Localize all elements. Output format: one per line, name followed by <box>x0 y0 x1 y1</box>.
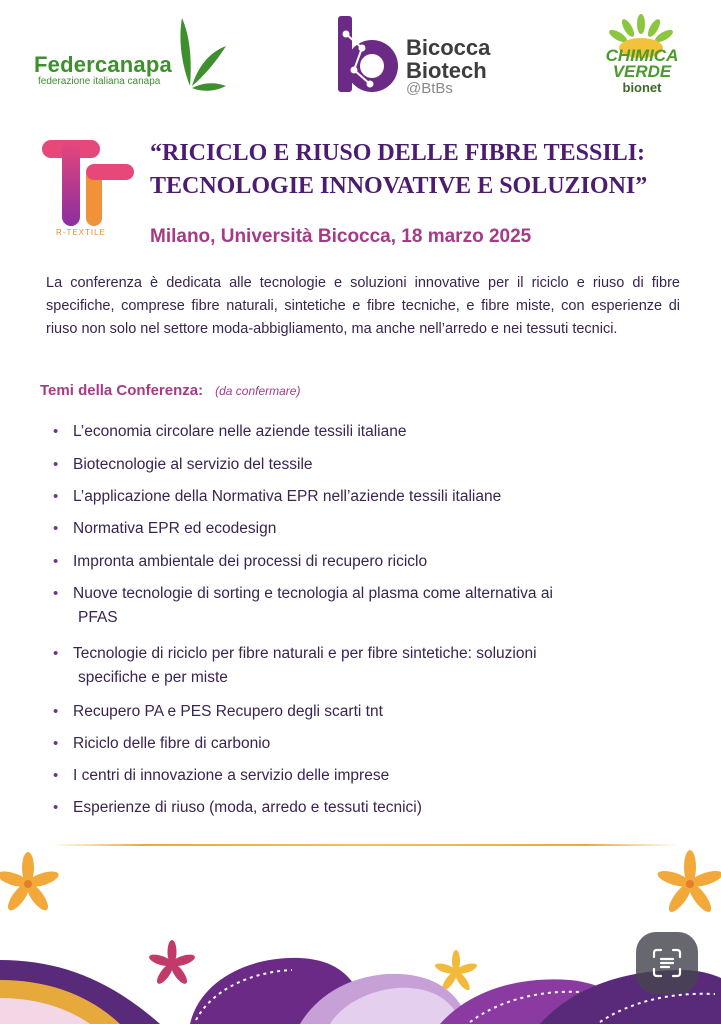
bicocca-handle: @BtBs <box>406 80 453 97</box>
topic-text: Riciclo delle fibre di carbonio <box>73 735 271 752</box>
chimica-line1: CHIMICA <box>605 46 679 65</box>
topic-item <box>50 517 670 541</box>
topics-heading-label: Temi della Conferenza: <box>40 382 204 399</box>
footer-decoration <box>0 840 721 1024</box>
topic-item <box>50 642 670 690</box>
flower-pink-icon <box>148 940 196 986</box>
topic-item <box>50 700 670 724</box>
federcanapa-logo <box>30 16 230 96</box>
rtextile-label: R-TEXTILE <box>56 228 106 237</box>
federcanapa-subtitle: federazione italiana canapa <box>38 76 161 87</box>
intro-paragraph: La conferenza è dedicata alle tecnologie e soluzioni innovative per il riciclo e riuso di fibre specifiche, comprese fibre naturali, sintetiche e fibre tecniche, e fibre miste, con esperienze di riuso non solo nel settore moda-abbigliamento, ma anche nell’arredo e nei tessuti tecnici. <box>46 275 680 337</box>
bicocca-b-icon <box>334 14 400 94</box>
federcanapa-name: Federcanapa <box>34 52 172 77</box>
topic-text: L’applicazione della Normativa EPR nell’aziende tessili italiane <box>73 488 502 505</box>
topic-text: Impronta ambientale dei processi di recupero riciclo <box>73 553 428 570</box>
topic-item <box>50 420 670 444</box>
rtextile-logo <box>38 136 138 246</box>
chimica-bionet: bionet <box>622 80 662 95</box>
topic-text-continued: specifiche e per miste <box>78 669 228 686</box>
cannabis-leaf-icon <box>168 16 228 94</box>
topic-text: Nuove tecnologie di sorting e tecnologia al plasma come alternativa ai <box>73 585 553 602</box>
topic-item <box>50 732 670 756</box>
topic-text-continued: PFAS <box>78 609 118 626</box>
topic-item <box>50 485 670 509</box>
event-subtitle: Milano, Università Bicocca, 18 marzo 2025 <box>150 226 532 247</box>
topic-item <box>50 764 670 788</box>
chimica-verde-logo <box>592 14 692 98</box>
scan-text-icon <box>651 947 683 979</box>
event-title-line-1: “RICICLO E RIUSO DELLE FIBRE TESSILI: <box>150 140 646 166</box>
flower-orange-right-icon <box>656 850 721 915</box>
flower-orange-left-icon <box>0 852 60 913</box>
chimica-verde-name <box>596 48 688 80</box>
topic-text: Recupero PA e PES Recupero degli scarti tnt <box>73 703 383 720</box>
topic-text: L’economia circolare nelle aziende tessili italiane <box>73 423 407 440</box>
topic-item <box>50 796 670 820</box>
topic-item <box>50 453 670 477</box>
topic-item <box>50 550 670 574</box>
topic-text: Tecnologie di riciclo per fibre naturali e per fibre sintetiche: soluzioni <box>73 645 537 662</box>
topic-item <box>50 582 670 630</box>
rtextile-mark-icon <box>38 136 138 228</box>
bicocca-name-line1: Bicocca <box>406 35 491 60</box>
topic-text: Esperienze di riuso (moda, arredo e tessuti tecnici) <box>73 799 422 816</box>
topic-text: Biotecnologie al servizio del tessile <box>73 456 313 473</box>
chimica-line2: VERDE <box>612 62 672 81</box>
topic-list <box>50 420 670 820</box>
topics-heading <box>40 382 300 400</box>
bicocca-name-line2: Biotech <box>406 58 487 83</box>
bicocca-biotech-logo <box>334 14 504 100</box>
event-title-line-2: TECNOLOGIE INNOVATIVE E SOLUZIONI” <box>150 173 648 199</box>
topics-heading-note: (da confermare) <box>215 384 301 398</box>
bicocca-biotech-name <box>406 36 490 82</box>
scan-text-button[interactable] <box>636 932 698 994</box>
topic-text: I centri di innovazione a servizio delle imprese <box>73 767 390 784</box>
topic-text: Normativa EPR ed ecodesign <box>73 520 277 537</box>
